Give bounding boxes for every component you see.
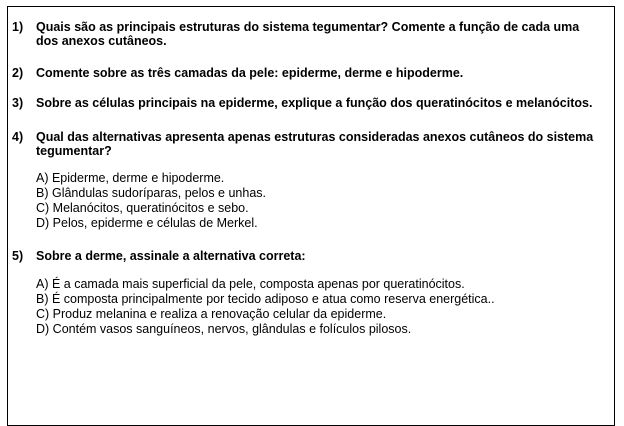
question-number: 2) (12, 66, 24, 80)
question-text: Quais são as principais estruturas do sistema tegumentar? Comente a função de cada uma dos anexos cutâneos. (36, 20, 580, 48)
question-number: 3) (12, 96, 24, 110)
question-number: 5) (12, 249, 24, 263)
question-number: 4) (12, 130, 24, 144)
option-c: C) Produz melanina e realiza a renovação celular da epiderme. (36, 307, 387, 321)
option-a: A) É a camada mais superficial da pele, composta apenas por queratinócitos. (36, 277, 465, 291)
question-text: Comente sobre as três camadas da pele: epiderme, derme e hipoderme. (36, 66, 464, 80)
question-2 (12, 66, 612, 80)
question-1 (12, 20, 612, 48)
question-text: Qual das alternativas apresenta apenas estruturas consideradas anexos cutâneos do sistema tegumentar? (36, 130, 594, 158)
document-content (12, 20, 612, 337)
option-b: B) É composta principalmente por tecido adiposo e atua como reserva energética.. (36, 292, 495, 306)
question-5-options (36, 277, 612, 337)
question-text: Sobre a derme, assinale a alternativa correta: (36, 249, 306, 263)
question-4-options (36, 171, 612, 231)
question-number: 1) (12, 20, 24, 34)
question-4 (12, 130, 612, 158)
question-text: Sobre as células principais na epiderme, explique a função dos queratinócitos e melanócitos. (36, 96, 593, 110)
question-5 (12, 249, 612, 263)
option-c: C) Melanócitos, queratinócitos e sebo. (36, 201, 249, 215)
option-a: A) Epiderme, derme e hipoderme. (36, 171, 225, 185)
question-3 (12, 96, 612, 110)
option-d: D) Pelos, epiderme e células de Merkel. (36, 216, 258, 230)
option-b: B) Glândulas sudoríparas, pelos e unhas. (36, 186, 266, 200)
option-d: D) Contém vasos sanguíneos, nervos, glândulas e folículos pilosos. (36, 322, 412, 336)
